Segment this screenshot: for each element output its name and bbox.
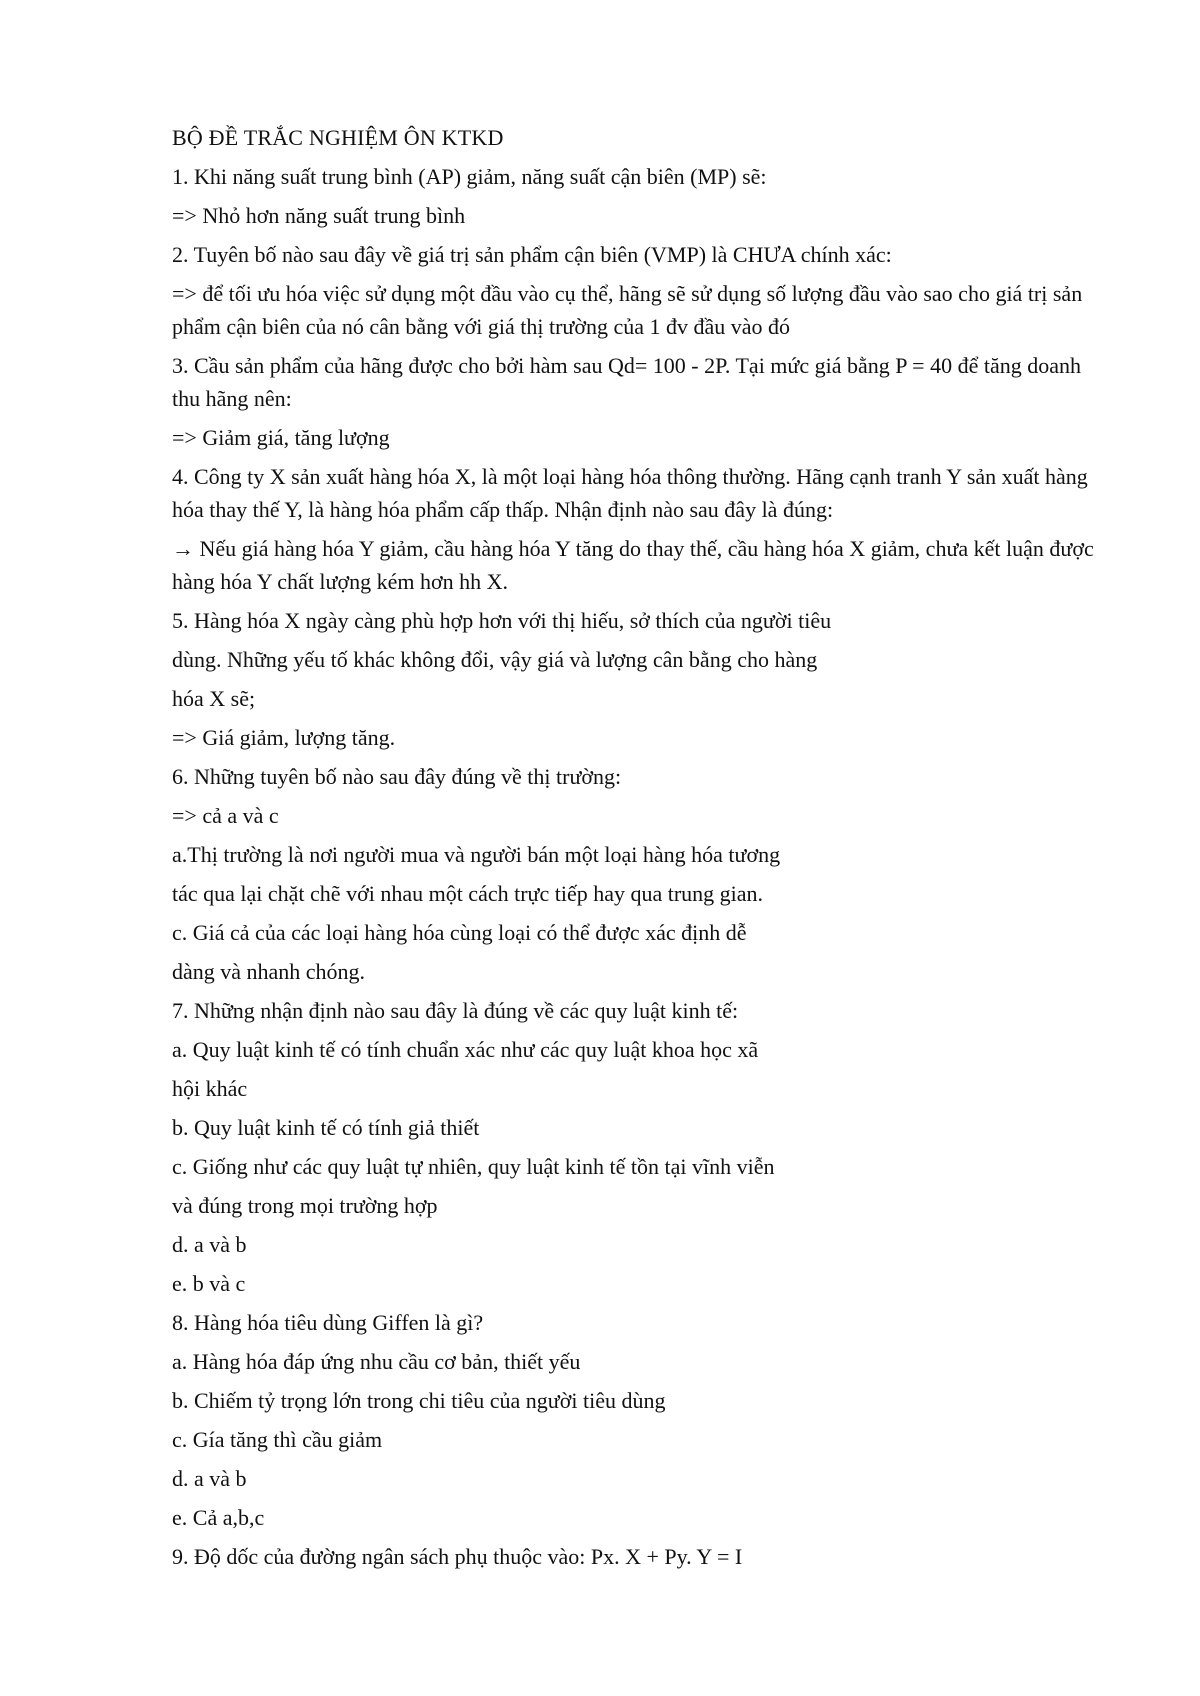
answer-3: => Giảm giá, tăng lượng bbox=[172, 425, 390, 450]
question-5-line-1: 5. Hàng hóa X ngày càng phù hợp hơn với thị hiếu, sở thích của người tiêu bbox=[172, 608, 832, 633]
question-2: 2. Tuyên bố nào sau đây về giá trị sản phẩm cận biên (VMP) là CHƯA chính xác: bbox=[172, 242, 892, 267]
question-7: 7. Những nhận định nào sau đây là đúng về các quy luật kinh tế: bbox=[172, 998, 739, 1023]
document-body bbox=[172, 121, 1102, 1579]
question-6: 6. Những tuyên bố nào sau đây đúng về thị trường: bbox=[172, 764, 622, 789]
option-8e: e. Cả a,b,c bbox=[172, 1505, 265, 1530]
answer-1: => Nhỏ hơn năng suất trung bình bbox=[172, 203, 466, 228]
option-7c-line-2: và đúng trong mọi trường hợp bbox=[172, 1193, 438, 1218]
option-8c: c. Gía tăng thì cầu giảm bbox=[172, 1427, 383, 1452]
answer-4: → Nếu giá hàng hóa Y giảm, cầu hàng hóa Y tăng do thay thế, cầu hàng hóa X giảm, chưa kết luận được hàng hóa Y chất lượng kém hơn hh X. bbox=[172, 536, 1094, 594]
option-7d: d. a và b bbox=[172, 1232, 247, 1257]
option-7b: b. Quy luật kinh tế có tính giả thiết bbox=[172, 1115, 480, 1140]
option-6c-line-1: c. Giá cả của các loại hàng hóa cùng loại có thể được xác định dễ bbox=[172, 920, 747, 945]
question-9: 9. Độ dốc của đường ngân sách phụ thuộc vào: Px. X + Py. Y = I bbox=[172, 1544, 743, 1569]
answer-2: => để tối ưu hóa việc sử dụng một đầu vào cụ thể, hãng sẽ sử dụng số lượng đầu vào sao cho giá trị sản phẩm cận biên của nó cân bằng với giá thị trường của 1 đv đầu vào đó bbox=[172, 281, 1083, 339]
question-3: 3. Cầu sản phẩm của hãng được cho bởi hàm sau Qd= 100 - 2P. Tại mức giá bằng P = 40 để tăng doanh thu hãng nên: bbox=[172, 353, 1081, 411]
option-6a-line-1: a.Thị trường là nơi người mua và người bán một loại hàng hóa tương bbox=[172, 842, 781, 867]
option-7c-line-1: c. Giống như các quy luật tự nhiên, quy luật kinh tế tồn tại vĩnh viễn bbox=[172, 1154, 775, 1179]
question-4: 4. Công ty X sản xuất hàng hóa X, là một loại hàng hóa thông thường. Hãng cạnh tranh Y sản xuất hàng hóa thay thế Y, là hàng hóa phẩm cấp thấp. Nhận định nào sau đây là đúng: bbox=[172, 464, 1088, 522]
option-7a-line-1: a. Quy luật kinh tế có tính chuẩn xác như các quy luật khoa học xã bbox=[172, 1037, 759, 1062]
option-6c-line-2: dàng và nhanh chóng. bbox=[172, 959, 366, 984]
option-8d: d. a và b bbox=[172, 1466, 247, 1491]
option-8b: b. Chiếm tỷ trọng lớn trong chi tiêu của người tiêu dùng bbox=[172, 1388, 666, 1413]
answer-6: => cả a và c bbox=[172, 803, 279, 828]
option-7a-line-2: hội khác bbox=[172, 1076, 248, 1101]
question-5-line-3: hóa X sẽ; bbox=[172, 686, 256, 711]
answer-5: => Giá giảm, lượng tăng. bbox=[172, 725, 396, 750]
question-8: 8. Hàng hóa tiêu dùng Giffen là gì? bbox=[172, 1310, 484, 1335]
question-1: 1. Khi năng suất trung bình (AP) giảm, năng suất cận biên (MP) sẽ: bbox=[172, 164, 767, 189]
option-7e: e. b và c bbox=[172, 1271, 246, 1296]
question-5-line-2: dùng. Những yếu tố khác không đổi, vậy giá và lượng cân bằng cho hàng bbox=[172, 647, 818, 672]
document-title: BỘ ĐỀ TRẮC NGHIỆM ÔN KTKD bbox=[172, 125, 504, 150]
option-8a: a. Hàng hóa đáp ứng nhu cầu cơ bản, thiết yếu bbox=[172, 1349, 581, 1374]
option-6a-line-2: tác qua lại chặt chẽ với nhau một cách trực tiếp hay qua trung gian. bbox=[172, 881, 764, 906]
